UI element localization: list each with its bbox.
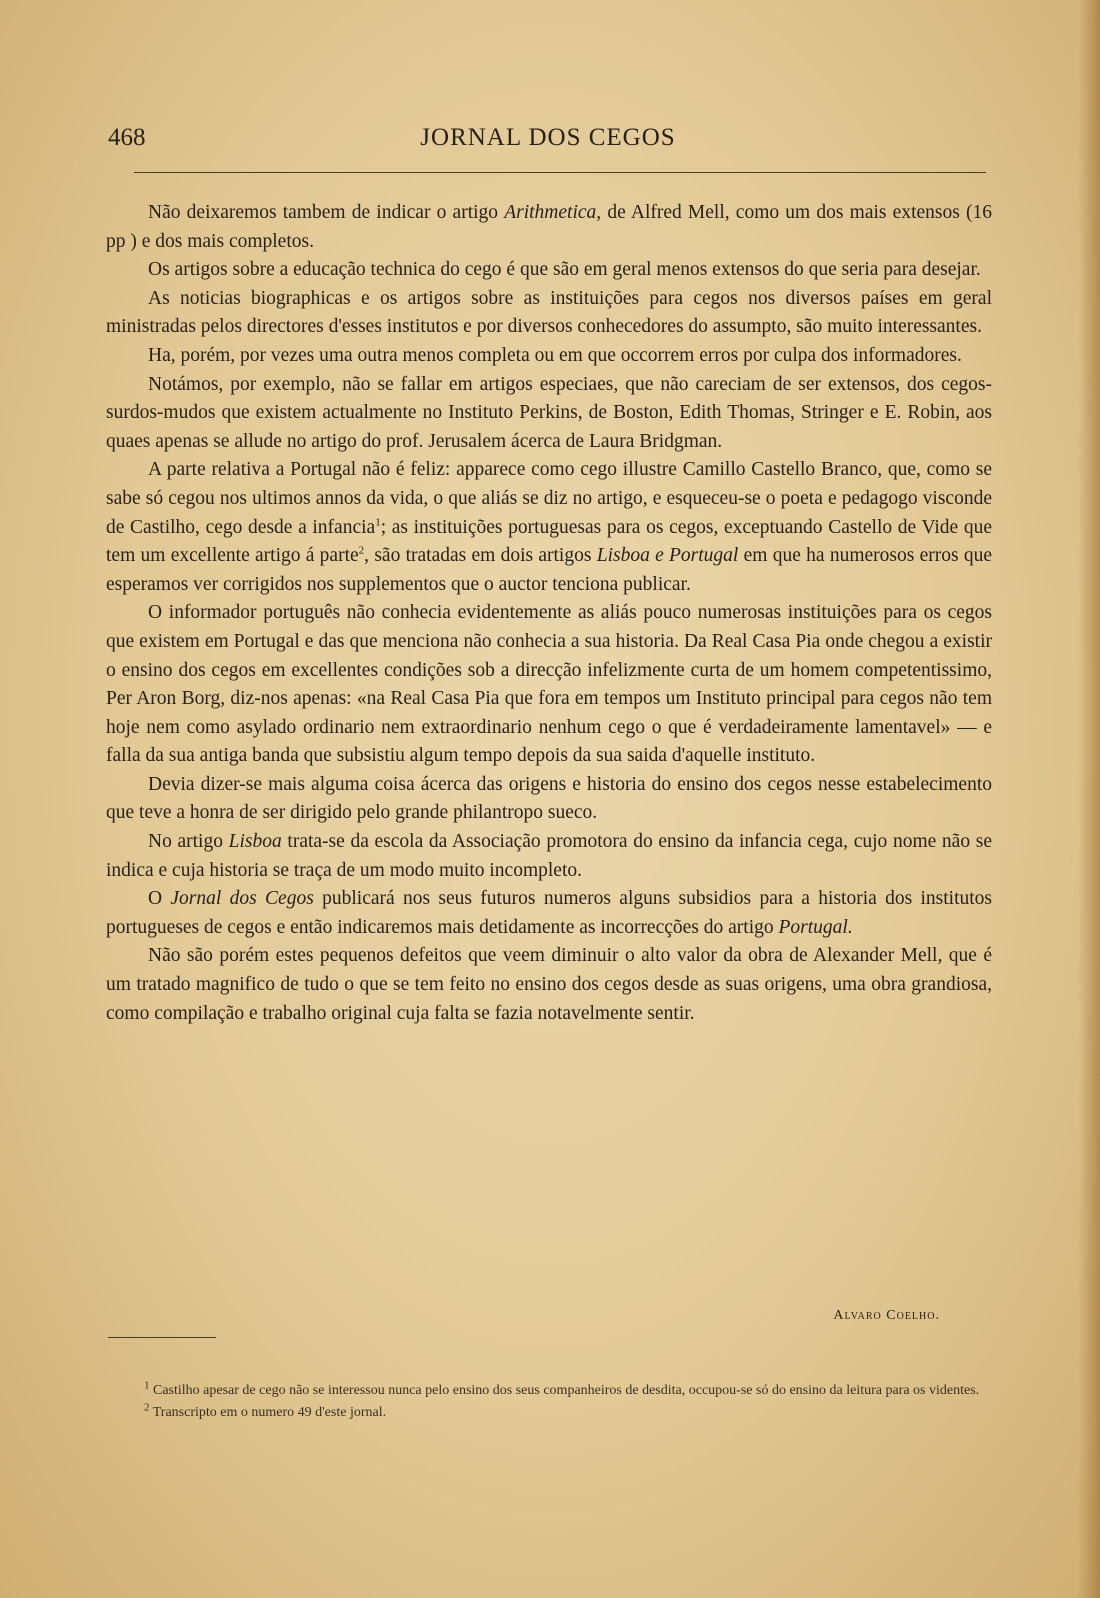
paragraph [106, 456, 992, 599]
footnote [108, 1380, 988, 1402]
paragraph [106, 342, 992, 371]
page-number: 468 [108, 124, 146, 151]
footnote-text: Castilho apesar de cego não se interessou nunca pelo ensino dos seus companheiros de desdita, occupou-se só do ensino da leitura para os videntes. [149, 1383, 980, 1398]
italic-text: Jornal dos Cegos [170, 888, 314, 910]
paragraph-text: As noticias biographicas e os artigos sobre as instituições para cegos nos diversos países em geral ministradas pelos directores d'esses institutos e por diversos conhecedores do assumpto, são muito interessantes. [106, 287, 992, 338]
page-edge-shadow [1078, 0, 1100, 1598]
paragraph [106, 828, 992, 885]
paragraph-text: Os artigos sobre a educação technica do cego é que são em geral menos extensos do que seria para desejar. [148, 259, 981, 281]
paragraph [106, 285, 992, 342]
paragraph-text: ; as instituições portuguesas para os cegos, exceptuando Castello de Vide que tem um excellente artigo á parte [106, 516, 992, 567]
paragraph [106, 942, 992, 1028]
paragraph-text: Não deixaremos tambem de indicar o artigo [148, 202, 505, 223]
footnote-reference: 2 [358, 544, 365, 557]
paragraph-text: de Alfred Mell, como um dos mais extensos (16 pp ) e dos mais completos. [106, 202, 993, 252]
paragraph-text: O [148, 888, 171, 910]
paragraph [106, 256, 992, 285]
author-signature: Alvaro Coelho. [833, 1308, 940, 1323]
italic-text: Portugal. [778, 916, 853, 938]
paragraph-text: O informador português não conhecia evidentemente as aliás pouco numerosas instituições para os cegos que existem em Portugal e das que menciona não conhecia a sua historia. Da Real Casa Pia onde chegou a existir o ensino dos cegos em excellentes condições sob a direcção infelizmente curta de um homem competentissimo, Per Aron Borg, diz-nos apenas: «na Real Casa Pia que fora em tempos um Instituto principal para cegos não tem hoje nem como asylado ordinario nem extraordinario nenhum cego o que é verdadeiramente lamentavel» — e falla da sua antiga banda que subsistiu algum tempo depois da sua saida d'aquelle instituto. [106, 602, 992, 767]
paragraph [106, 199, 992, 256]
italic-text: Lisboa e Portugal [596, 545, 739, 567]
paragraph-text: em que ha numerosos erros que esperamos ver corrigidos nos supplementos que o auctor tenciona publicar. [106, 545, 993, 595]
footnote-reference: 1 [375, 516, 381, 529]
paragraph-text: No artigo [148, 831, 229, 853]
paragraph-text: publicará nos seus futuros numeros alguns subsidios para a historia dos institutos portugueses de cegos e então indicaremos mais detidamente as incorrecções do artigo [106, 888, 993, 938]
footnote-marker: 1 [144, 1379, 150, 1392]
paragraph-text: Não são porém estes pequenos defeitos que veem diminuir o alto valor da obra de Alexander Mell, que é um tratado magnifico de tudo o que se tem feito no ensino dos cegos desde as suas origens, uma obra grandiosa, como compilação e trabalho original cuja falta se fazia notavelmente sentir. [106, 945, 992, 1024]
footnote [108, 1402, 988, 1424]
paragraph-text: , são tratadas em dois artigos [364, 545, 597, 567]
italic-text: Lisboa [228, 831, 282, 853]
paragraph [106, 599, 992, 771]
page-header [108, 124, 988, 160]
footnote-marker: 2 [144, 1401, 150, 1414]
paragraph [106, 771, 992, 828]
paragraph-text: A parte relativa a Portugal não é feliz: apparece como cego illustre Camillo Castello Branco, que, como se sabe só cegou nos ultimos annos da vida, o que aliás se diz no artigo, e esqueceu-se o poeta e pedagogo visconde de Castilho, cego desde a infancia [106, 459, 992, 538]
italic-text: Arithmetica, [504, 202, 602, 223]
paragraph-text: Devia dizer-se mais alguma coisa ácerca das origens e historia do ensino dos cegos nesse estabelecimento que teve a honra de ser dirigido pelo grande philantropo sueco. [106, 773, 992, 824]
paragraph-text: trata-se da escola da Associação promotora do ensino da infancia cega, cujo nome não se indica e cuja historia se traça de um modo muito incompleto. [106, 831, 992, 881]
paragraph [106, 371, 992, 457]
paragraph [106, 885, 992, 942]
article-body [106, 199, 992, 1028]
footnote-rule [108, 1337, 216, 1338]
footnotes [108, 1380, 988, 1424]
running-title: JORNAL DOS CEGOS [420, 124, 676, 151]
header-rule [134, 172, 986, 173]
paragraph-text: Ha, porém, por vezes uma outra menos completa ou em que occorrem erros por culpa dos informadores. [148, 344, 962, 366]
footnote-text: Transcripto em o numero 49 d'este jornal. [149, 1405, 387, 1420]
paragraph-text: Notámos, por exemplo, não se fallar em artigos especiaes, que não careciam de ser extensos, dos cegos-surdos-mudos que existem actualmente no Instituto Perkins, de Boston, Edith Thomas, Stringer e E. Robin, aos quaes apenas se allude no artigo do prof. Jerusalem ácerca de Laura Bridgman. [106, 373, 992, 452]
